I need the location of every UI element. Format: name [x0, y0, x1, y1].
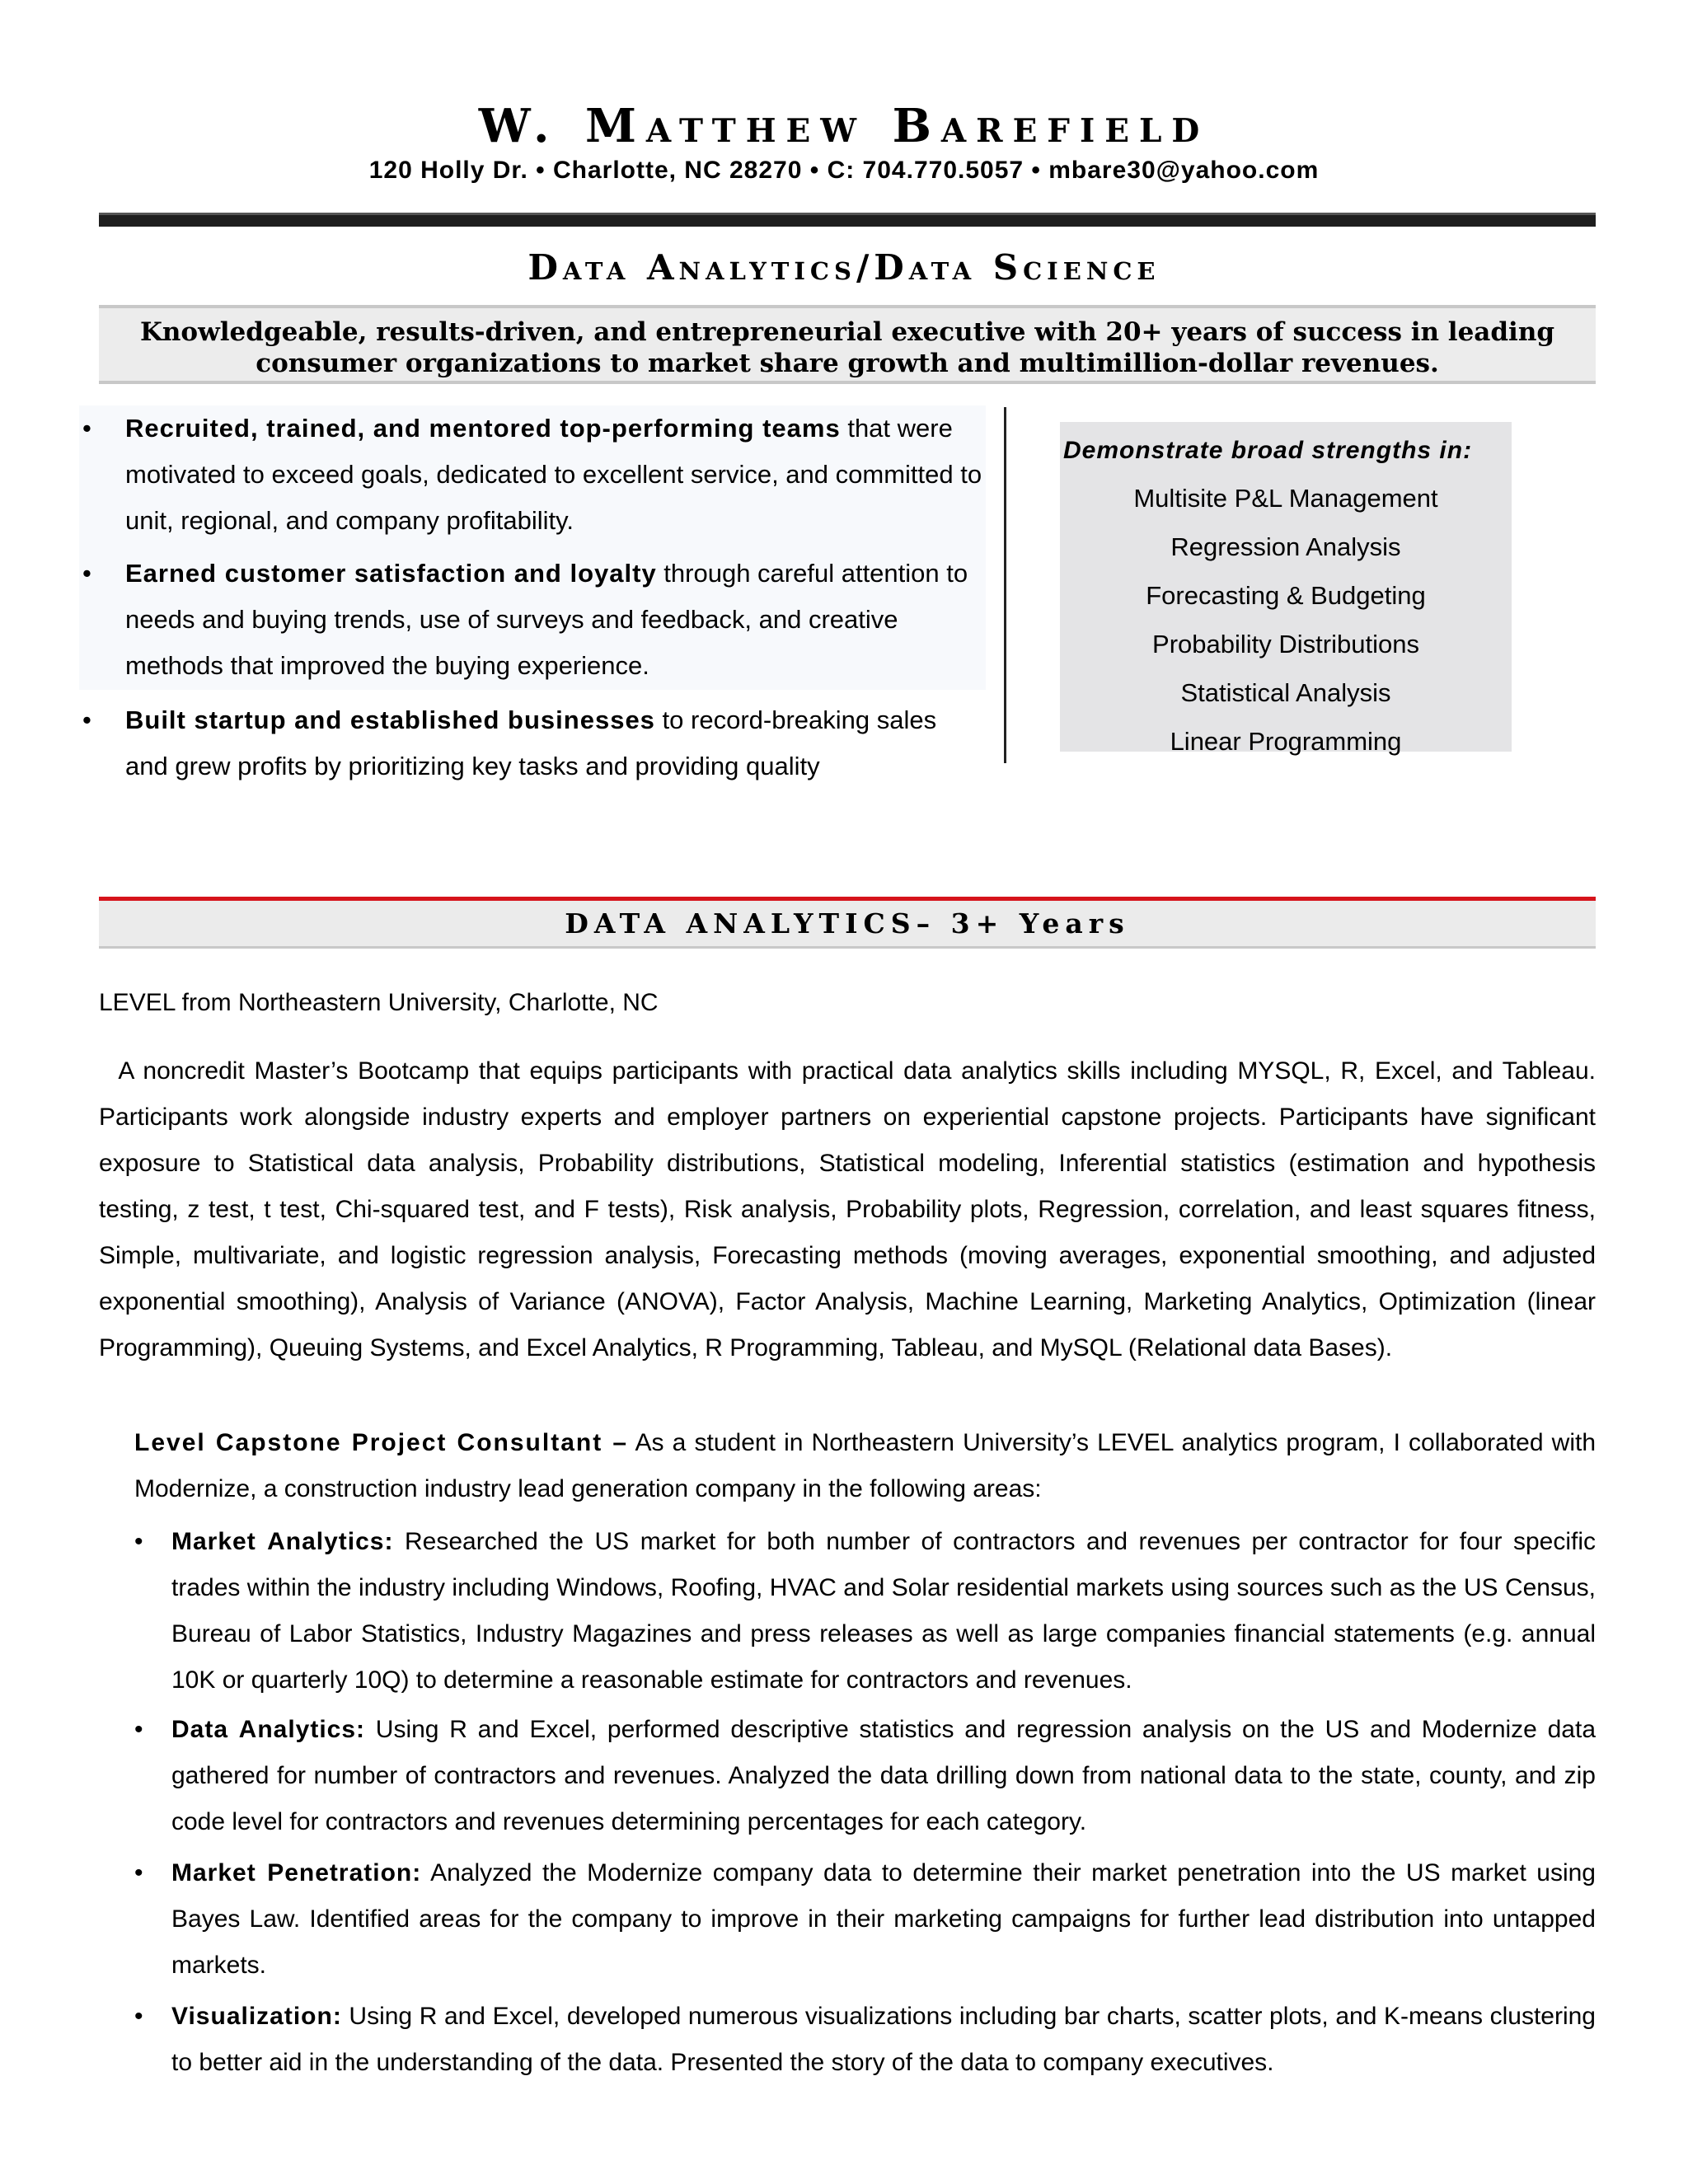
capstone-intro — [134, 1420, 1596, 1512]
strength-item: Forecasting & Budgeting — [1146, 581, 1426, 610]
project-title: Market Penetration: — [171, 1859, 422, 1886]
project-text: Researched the US market for both number of contractors and revenues per contractor for four specific trades within the industry including Windows, Roofing, HVAC and Solar residential markets using sources such as the US Census, Bureau of Labor Statistics, Industry Magazines and press releases as well as large companies financial statements (e.g. annual 10K or quarterly 10Q) to determine a reasonable estimate for contractors and revenues. — [171, 1528, 1597, 1694]
project-item — [134, 1994, 1596, 2086]
column-divider — [1004, 407, 1006, 763]
strength-item: Multisite P&L Management — [1133, 484, 1438, 513]
highlight-item — [79, 697, 986, 790]
highlight-bold: Built startup and established businesses — [125, 705, 655, 734]
strength-item: Statistical Analysis — [1180, 678, 1391, 707]
bullet-icon: • — [134, 2003, 143, 2030]
highlight-item — [79, 405, 986, 544]
summary-box — [99, 305, 1596, 384]
strengths-heading: Demonstrate broad strengths in: — [1063, 437, 1473, 464]
bullet-icon: • — [134, 1859, 143, 1886]
strength-item: Probability Distributions — [1152, 630, 1419, 658]
strengths-box — [1060, 422, 1512, 756]
bullet-icon: • — [134, 1528, 143, 1555]
capstone-text: As a student in Northeastern University’s LEVEL analytics program, I collaborated with Modernize, a construction industry lead generation company in the following areas: — [134, 1429, 1597, 1502]
highlight-text: that were motivated to exceed goals, dedicated to excellent service, and committed to unit, regional, and company profitability. — [125, 414, 982, 535]
project-item — [134, 1707, 1596, 1845]
highlight-bold: Recruited, trained, and mentored top-performing teams — [125, 414, 841, 443]
summary-line-2: consumer organizations to market share growth and multimillion-dollar revenues. — [256, 349, 1439, 378]
project-item — [134, 1519, 1596, 1704]
project-item — [134, 1850, 1596, 1989]
program-description-text: A noncredit Master’s Bootcamp that equips participants with practical data analytics skills including MYSQL, R, Excel, and Tableau. Participants work alongside industry experts and employer partners on experiential capstone projects. Participants have significant exposure to Statistical data analysis, Probability distributions, Statistical modeling, Inferential statistics (estimation and hypothesis testing, z test, t test, Chi-squared test, and F tests), Risk analysis, Probability plots, Regression, correlation, and least squares fitness, Simple, multivariate, and logistic regression analysis, Forecasting methods (moving averages, exponential smoothing, and adjusted exponential smoothing), Analysis of Variance (ANOVA), Factor Analysis, Machine Learning, Marketing Analytics, Optimization (linear Programming), Queuing Systems, and Excel Analytics, R Programming, Tableau, and MySQL (Relational data Bases). — [99, 1057, 1597, 1361]
strength-item: Regression Analysis — [1170, 532, 1401, 561]
resume-title: Data Analytics/Data Science — [528, 247, 1160, 288]
strength-item: Linear Programming — [1170, 727, 1402, 756]
project-text: Using R and Excel, performed descriptive statistics and regression analysis on the US and Modernize data gathered for number of contractors and revenues. Analyzed the data drilling down from national data to the state, county, and zip code level for contractors and revenues determining percentages for each category. — [171, 1716, 1596, 1835]
highlight-bold: Earned customer satisfaction and loyalty — [125, 559, 657, 588]
bullet-icon: • — [134, 1716, 143, 1743]
project-title: Data Analytics: — [171, 1716, 366, 1743]
capstone-role: Level Capstone Project Consultant – — [134, 1429, 629, 1456]
project-text: Using R and Excel, developed numerous visualizations including bar charts, scatter plots, and K-means clustering to better aid in the understanding of the data. Presented the story of the data to company executives. — [171, 2003, 1596, 2076]
highlights-panel — [79, 405, 986, 780]
bullet-icon: • — [82, 705, 91, 734]
highlight-item — [79, 551, 986, 689]
highlight-text: through careful attention to needs and buying trends, use of surveys and feedback, and creative methods that improved the buying experience. — [125, 559, 968, 680]
candidate-name: W. Matthew Barefield — [478, 99, 1210, 153]
project-text: Analyzed the Modernize company data to determine their market penetration into the US market using Bayes Law. Identified areas for the company to improve in their marketing campaigns for further lead distribution into untapped markets. — [171, 1859, 1596, 1979]
bullet-icon: • — [82, 559, 91, 588]
project-title: Visualization: — [171, 2003, 342, 2030]
program-line: LEVEL from Northeastern University, Charlotte, NC — [99, 989, 659, 1016]
header-divider — [99, 213, 1596, 227]
highlight-text: to record-breaking sales and grew profits by prioritizing key tasks and providing quality — [125, 705, 937, 780]
project-title: Market Analytics: — [171, 1528, 394, 1555]
section-heading: DATA ANALYTICS– 3+ Years — [99, 901, 1596, 949]
contact-line: 120 Holly Dr. • Charlotte, NC 28270 • C: 704.770.5057 • mbare30@yahoo.com — [368, 157, 1320, 184]
program-description — [99, 1048, 1596, 1371]
summary-line-1: Knowledgeable, results-driven, and entrepreneurial executive with 20+ years of success in leading — [139, 317, 1555, 347]
bullet-icon: • — [82, 414, 91, 443]
